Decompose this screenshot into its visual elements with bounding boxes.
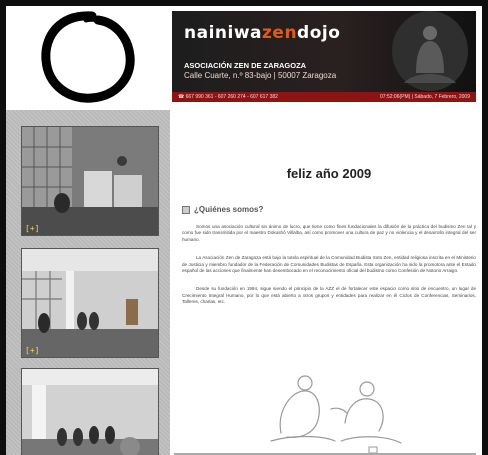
- brand-zen: zen: [262, 23, 298, 43]
- sketch-illustration: [261, 363, 411, 453]
- dojo-photo-3[interactable]: [21, 368, 159, 455]
- photo-image: [22, 127, 158, 235]
- page-frame: [6, 6, 482, 455]
- paragraph-3: Desde su fundación en 1994, sigue siendo el principio de la AZZ el de fortalecer este espacio como sitio de encuentro, un lugar de Crecimiento Integral Humano, por lo que está abierto a otros grupos y entidades para realizar en él Ciclos de Conferencias, Seminarios, Talleres, charlas, etc.: [182, 286, 476, 305]
- expand-tag[interactable]: [+]: [25, 346, 40, 355]
- bullet-square-icon: [182, 206, 190, 214]
- site-brand[interactable]: [184, 23, 340, 43]
- dojo-photo-1[interactable]: [21, 126, 159, 236]
- association-name: ASOCIACIÓN ZEN DE ZARAGOZA: [184, 61, 307, 70]
- main-content: [182, 166, 476, 318]
- logo-area: [6, 6, 170, 110]
- meditation-silhouette-icon: [390, 11, 470, 92]
- status-bar: [172, 92, 476, 102]
- phones-text: 667 990 361 - 607 260 274 - 607 617 382: [185, 94, 278, 100]
- enso-logo[interactable]: [6, 6, 170, 110]
- page-title: feliz año 2009: [286, 166, 372, 181]
- photo-image: [22, 369, 158, 455]
- photo-sidebar: [6, 110, 170, 455]
- address-line: Calle Cuarte, n.º 83-bajo | 50007 Zaragoza: [184, 71, 337, 80]
- expand-tag[interactable]: [+]: [25, 224, 40, 233]
- brand-post: dojo: [297, 23, 341, 43]
- photo-image: [22, 249, 158, 357]
- brand-pre: nainiwa: [184, 23, 263, 43]
- section-heading-text: ¿Quiénes somos?: [194, 205, 264, 214]
- header-banner: [172, 11, 476, 102]
- section-heading: [182, 205, 476, 214]
- phone-numbers: ☎ 667 990 361 - 607 260 274 - 607 617 382: [178, 94, 278, 100]
- date-time: 07:52:06(PM) | Sábado, 7 Febrero, 2009: [380, 94, 470, 100]
- dojo-photo-2[interactable]: [21, 248, 159, 358]
- paragraph-2: La Asociación Zen de Zaragoza está bajo la tutela espiritual de la Comunidad Budista Soto Zen, entidad religiosa inscrita en el Ministerio de Justicia y miembro fundador de la Federación de Comunidades Budistas de España. Esta organización ha sido la promotora ante el Estado español de las acciones que finalmente han desembocado en el reconocimiento oficial del budismo como Confesión de Notorio Arraigo.: [182, 255, 476, 274]
- paragraph-1: Somos una asociación cultural sin ánimo de lucro, que tiene como fines fundacionales la difusión de la práctica del budismo Zen tal y como fue sido transmitida por el maestro Dokushô Villalba, así como promover una cultura de paz y no violencia y el desarrollo integral del ser humano.: [182, 224, 476, 242]
